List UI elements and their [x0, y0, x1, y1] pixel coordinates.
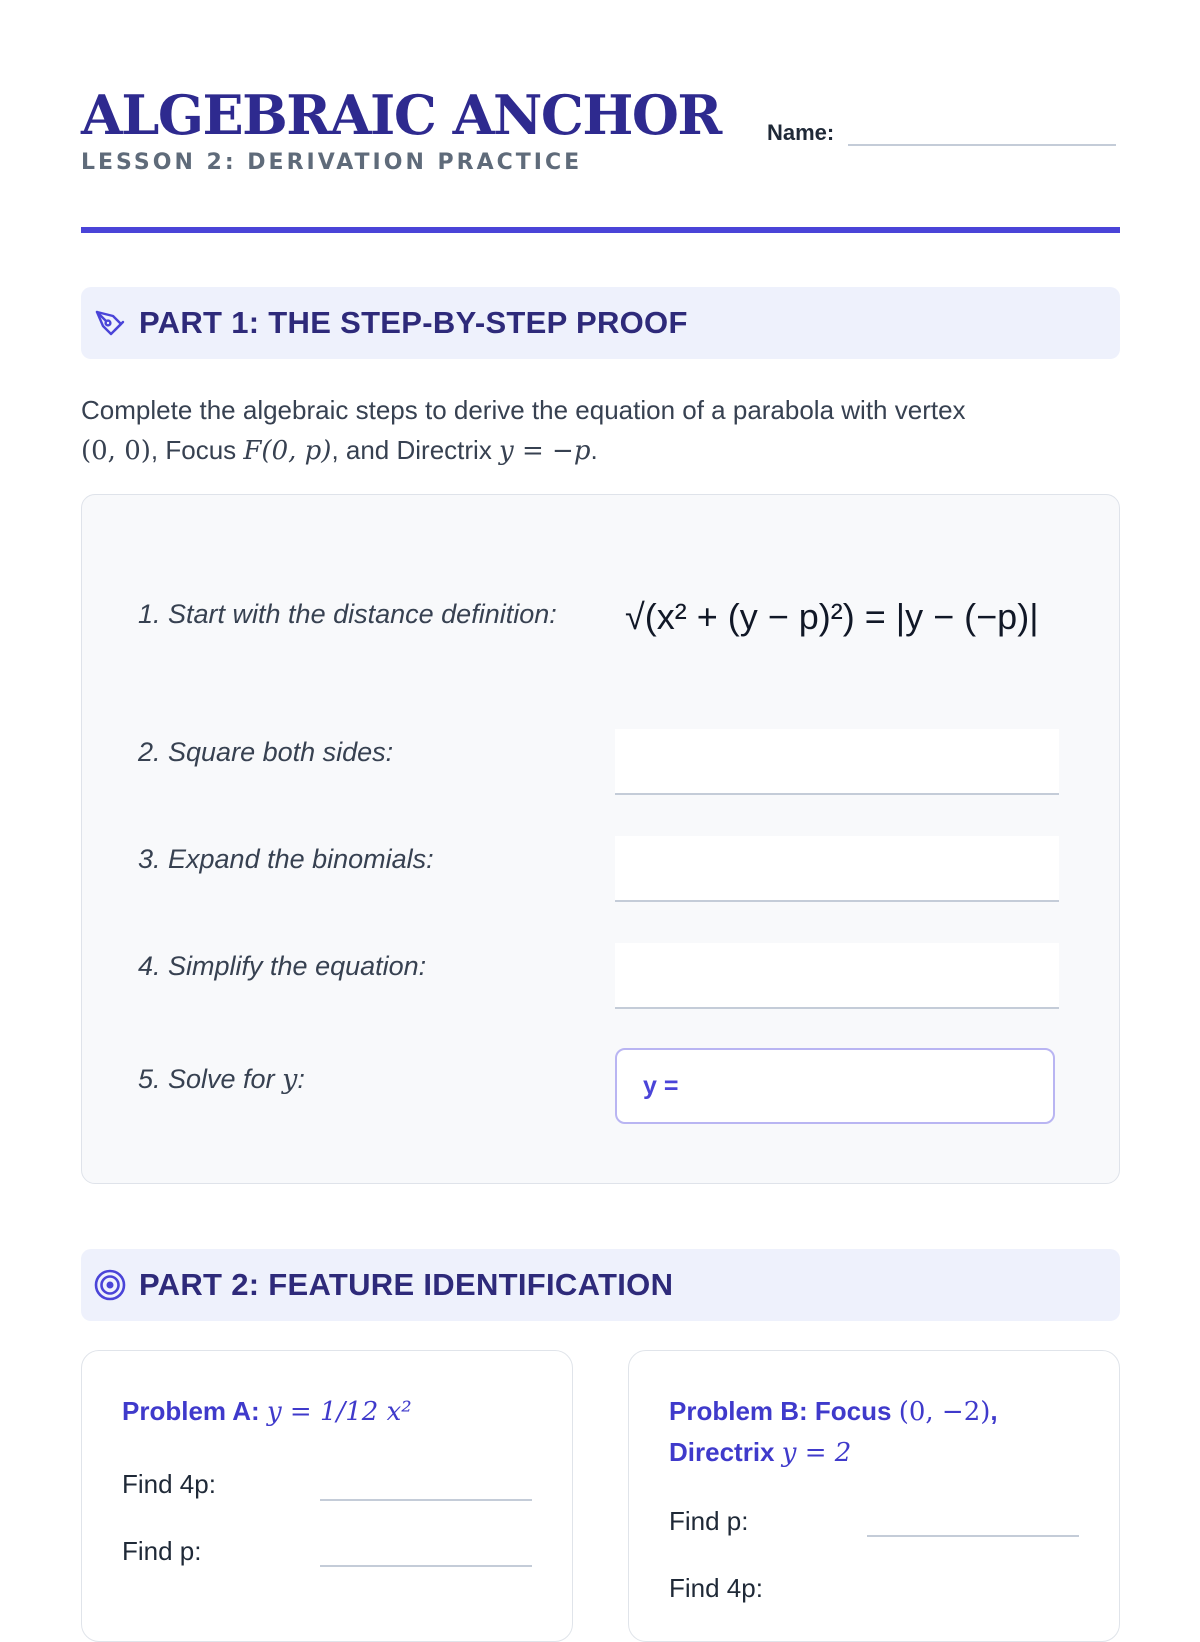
problem-b-card	[628, 1350, 1120, 1642]
proof-steps-panel	[81, 494, 1120, 1184]
step-5-text: 5. Solve for	[138, 1064, 275, 1094]
intro-directrix-label: , and Directrix	[331, 435, 500, 465]
problem-b-find-4p: Find 4p:	[669, 1573, 763, 1603]
problem-b-focus: (0, −2)	[898, 1397, 991, 1427]
problem-a-4p-answer-line[interactable]	[320, 1499, 532, 1501]
problem-b-p-answer-line[interactable]	[867, 1535, 1079, 1537]
pen-nib-icon	[93, 306, 127, 340]
problem-a-p-answer-line[interactable]	[320, 1565, 532, 1567]
problem-b-statement: Problem B: Focus (0, −2), Directrix y = 2	[669, 1396, 998, 1468]
step-3-answer-field[interactable]	[615, 836, 1059, 902]
step-1-label: 1. Start with the distance definition:	[138, 599, 557, 629]
part2-title: PART 2: FEATURE IDENTIFICATION	[139, 1267, 674, 1302]
intro-focus-label: , Focus	[150, 435, 244, 465]
part1-instructions: Complete the algebraic steps to derive the equation of a parabola with vertex (0, 0), Focus F(0, p), and Directrix y = −p.	[81, 395, 966, 466]
step-2-label: 2. Square both sides:	[138, 737, 394, 767]
intro-text: Complete the algebraic steps to derive the equation of a parabola with vertex	[81, 395, 966, 425]
intro-vertex: (0, 0)	[81, 436, 151, 466]
name-input-line[interactable]	[848, 120, 1116, 146]
step-2-answer-field[interactable]	[615, 729, 1059, 795]
name-field-group	[767, 120, 1116, 146]
step-3-label: 3. Expand the binomials:	[138, 844, 434, 874]
final-answer-prefix: y =	[643, 1071, 679, 1100]
step-4-label: 4. Simplify the equation:	[138, 951, 427, 981]
problem-b-directrix-label: Directrix	[669, 1437, 775, 1467]
problem-a-equation: y = 1/12 x²	[266, 1397, 412, 1427]
part2-section-header	[81, 1249, 1120, 1321]
problem-b-label: Problem B: Focus	[669, 1396, 892, 1426]
distance-formula: √(x² + (y − p)²) = |y − (−p)|	[625, 596, 1039, 637]
worksheet-header	[81, 84, 1120, 175]
step-5-label: 5. Solve for y:	[138, 1064, 305, 1095]
part1-title: PART 1: THE STEP-BY-STEP PROOF	[139, 305, 688, 340]
part1-section-header	[81, 287, 1120, 359]
final-answer-field[interactable]	[615, 1048, 1055, 1124]
intro-focus: F(0, p)	[243, 436, 332, 466]
target-icon	[93, 1268, 127, 1302]
problem-a-find-4p: Find 4p:	[122, 1469, 216, 1499]
problem-b-find-p: Find p:	[669, 1506, 749, 1536]
header-divider	[81, 227, 1120, 233]
intro-directrix: y = −p	[499, 436, 591, 466]
page-title: ALGEBRAIC ANCHOR	[81, 83, 721, 147]
problem-b-directrix: y = 2	[781, 1438, 852, 1468]
problem-a-statement	[122, 1391, 412, 1432]
name-label: Name:	[767, 120, 835, 145]
page-subtitle: LESSON 2: DERIVATION PRACTICE	[81, 150, 583, 175]
step-5-variable: y	[282, 1064, 298, 1095]
step-4-answer-field[interactable]	[615, 943, 1059, 1009]
problem-a-find-p: Find p:	[122, 1536, 202, 1566]
problem-a-label: Problem A:	[122, 1396, 260, 1426]
problem-a-card	[81, 1350, 573, 1642]
